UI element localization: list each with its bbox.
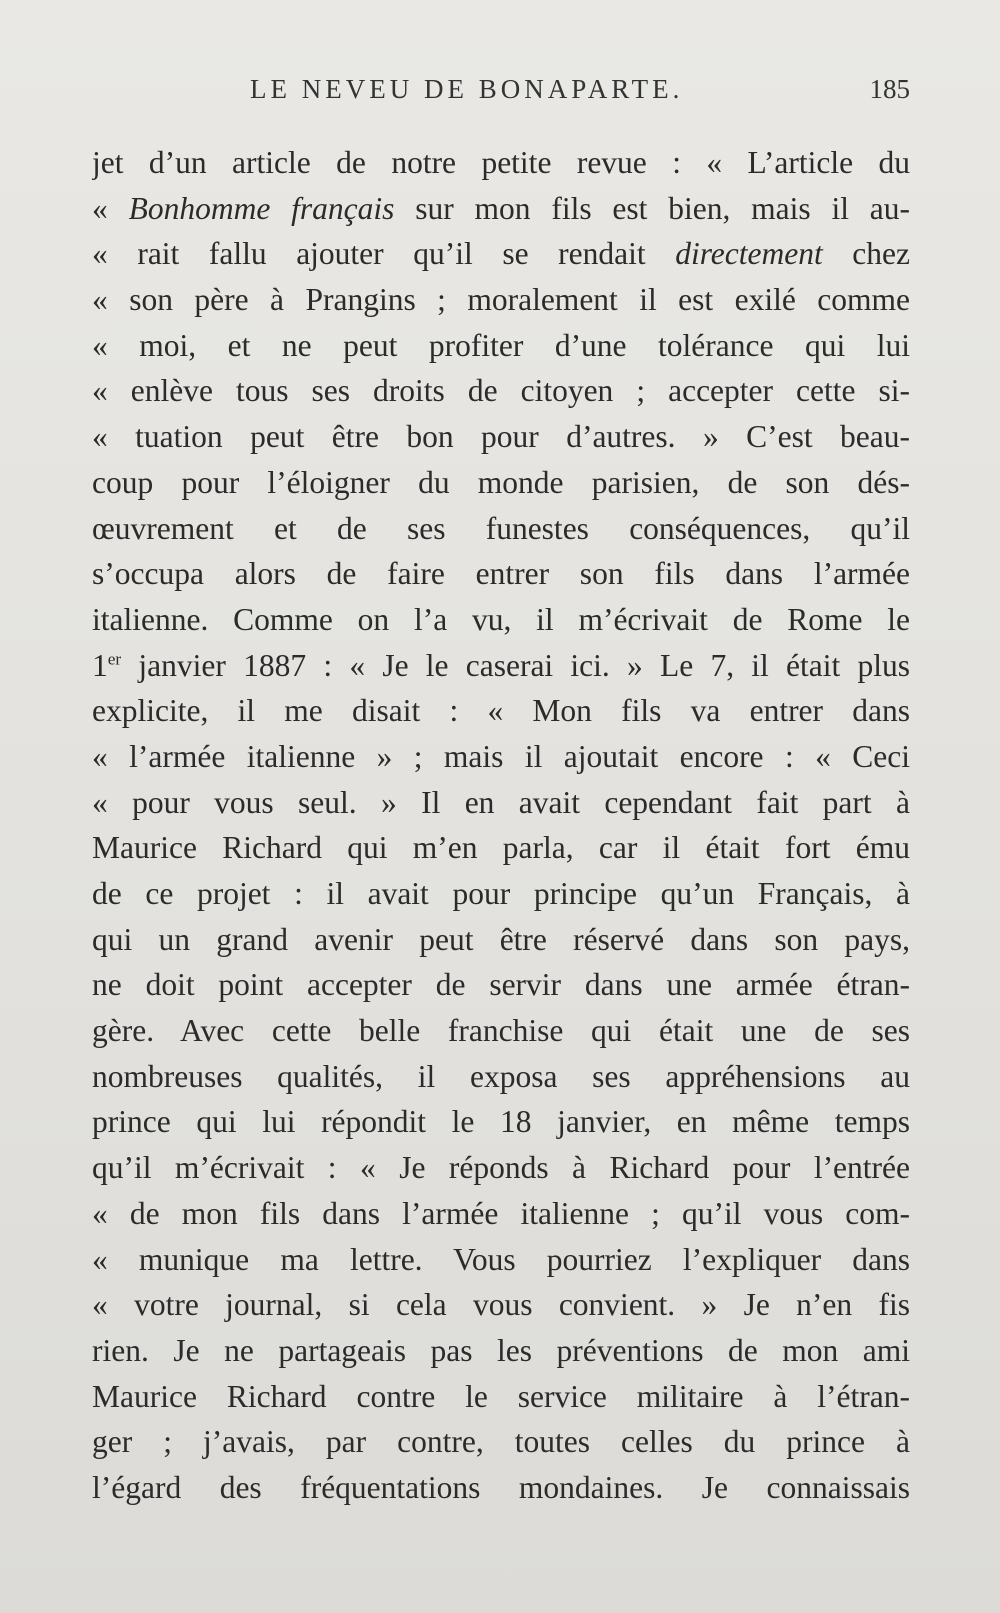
text-line bbox=[92, 1008, 910, 1054]
text-run: « tuation peut être bon pour d’autres. » C’est beau- bbox=[92, 419, 910, 455]
text-line bbox=[92, 1374, 910, 1420]
text-run: jet d’un article de notre petite revue : « L’article du bbox=[92, 145, 910, 180]
text-line bbox=[92, 1328, 910, 1374]
text-run: Maurice Richard contre le service militaire à l’étran- bbox=[92, 1378, 910, 1414]
text-line bbox=[92, 643, 910, 689]
text-line bbox=[92, 140, 910, 186]
text-run: rien. Je ne partageais pas les préventions de mon ami bbox=[92, 1332, 910, 1368]
text-run: « bbox=[92, 190, 129, 226]
text-line bbox=[92, 323, 910, 369]
text-line bbox=[92, 780, 910, 826]
text-line bbox=[92, 1191, 910, 1237]
text-line bbox=[92, 962, 910, 1008]
text-line bbox=[92, 460, 910, 506]
text-line bbox=[92, 1465, 910, 1511]
text-run: qui un grand avenir peut être réservé dans son pays, bbox=[92, 921, 910, 957]
text-run: qu’il m’écrivait : « Je réponds à Richard pour l’entrée bbox=[92, 1150, 910, 1186]
text-line bbox=[92, 688, 910, 734]
text-line bbox=[92, 368, 910, 414]
text-line bbox=[92, 1099, 910, 1145]
text-run: coup pour l’éloigner du monde parisien, de son dés- bbox=[92, 464, 910, 500]
text-run: gère. Avec cette belle franchise qui était une de ses bbox=[92, 1013, 910, 1049]
text-line bbox=[92, 1145, 910, 1191]
text-line bbox=[92, 734, 910, 780]
text-run: 1 bbox=[92, 647, 108, 683]
text-run: ger ; j’avais, par contre, toutes celles du prince à bbox=[92, 1424, 910, 1460]
text-run: prince qui lui répondit le 18 janvier, en même temps bbox=[92, 1104, 910, 1140]
text-run: « de mon fils dans l’armée italienne ; qu’il vous com- bbox=[92, 1195, 910, 1231]
text-line bbox=[92, 597, 910, 643]
text-run: Maurice Richard qui m’en parla, car il était fort ému bbox=[92, 830, 910, 866]
text-run: chez bbox=[822, 236, 910, 272]
text-line bbox=[92, 551, 910, 597]
text-line bbox=[92, 231, 910, 277]
text-line bbox=[92, 1237, 910, 1283]
text-run: de ce projet : il avait pour principe qu’un Français, à bbox=[92, 876, 910, 911]
text-line bbox=[92, 414, 910, 460]
text-line bbox=[92, 1419, 910, 1465]
text-run: « pour vous seul. » Il en avait cependant fait part à bbox=[92, 784, 910, 820]
text-line bbox=[92, 825, 910, 871]
text-run: « l’armée italienne » ; mais il ajoutait encore : « Ceci bbox=[92, 738, 910, 774]
italic-run: Bonhomme français bbox=[128, 190, 395, 226]
text-run: « votre journal, si cela vous convient. » Je n’en fis bbox=[92, 1287, 910, 1323]
text-run: nombreuses qualités, il exposa ses appréhensions au bbox=[92, 1058, 910, 1094]
text-run: « munique ma lettre. Vous pourriez l’expliquer dans bbox=[92, 1241, 910, 1277]
text-run: « son père à Prangins ; moralement il est exilé comme bbox=[92, 282, 910, 318]
running-title: LE NEVEU DE BONAPARTE. bbox=[250, 74, 684, 104]
text-line bbox=[92, 506, 910, 552]
text-line bbox=[92, 277, 910, 323]
body-text bbox=[92, 140, 910, 1511]
text-run: s’occupa alors de faire entrer son fils dans l’armée bbox=[92, 556, 910, 592]
text-run: « enlève tous ses droits de citoyen ; accepter cette si- bbox=[92, 373, 910, 409]
text-run: janvier 1887 : « Je le caserai ici. » Le 7, il était plus bbox=[121, 647, 910, 683]
text-run: l’égard des fréquentations mondaines. Je connaissais bbox=[92, 1469, 910, 1505]
text-line bbox=[92, 1054, 910, 1100]
text-run: italienne. Comme on l’a vu, il m’écrivait de Rome le bbox=[92, 601, 910, 637]
superscript: er bbox=[107, 649, 122, 669]
text-line bbox=[92, 871, 910, 917]
text-run: « rait fallu ajouter qu’il se rendait bbox=[92, 236, 676, 272]
text-run: ne doit point accepter de servir dans une armée étran- bbox=[92, 967, 910, 1003]
italic-run: directement bbox=[675, 236, 823, 272]
text-run: œuvrement et de ses funestes conséquences, qu’il bbox=[92, 510, 910, 546]
page-number: 185 bbox=[869, 74, 910, 104]
text-run: explicite, il me disait : « Mon fils va entrer dans bbox=[92, 693, 910, 729]
text-run: « moi, et ne peut profiter d’une tolérance qui lui bbox=[92, 327, 910, 363]
text-line bbox=[92, 1282, 910, 1328]
text-line bbox=[92, 186, 910, 232]
running-head bbox=[92, 74, 910, 114]
text-line bbox=[92, 917, 910, 963]
text-run: sur mon fils est bien, mais il au- bbox=[394, 190, 910, 226]
